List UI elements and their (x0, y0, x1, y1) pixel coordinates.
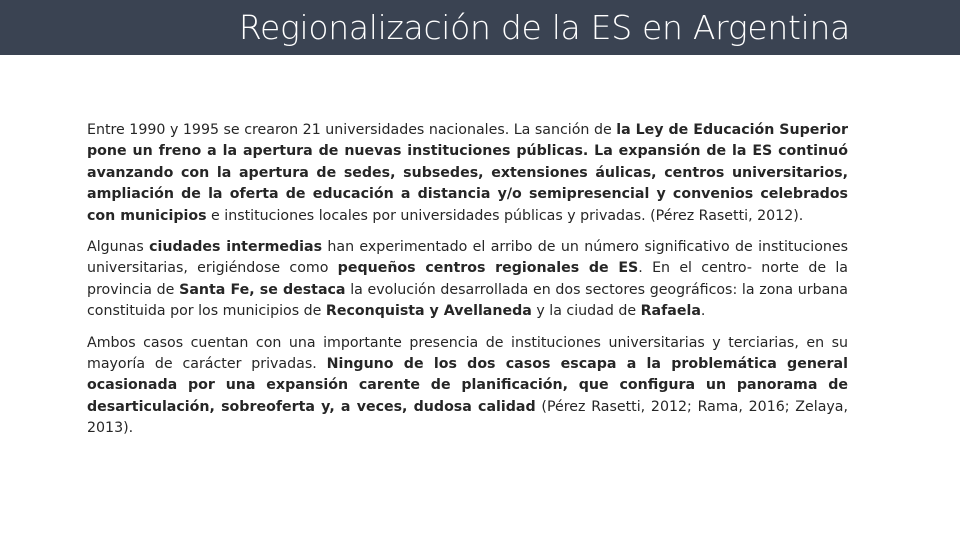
p1-bold-1: la Ley de Educación Superior pone un freno a la apertura de nuevas instituciones públicas. La expansión de la ES continuó avanzando con la apertura de sedes, subsedes, extensiones áulicas, centros universitarios, ampliación de la oferta de educación a distancia y/o semipresencial y convenios celebrados con municipios (87, 122, 848, 224)
slide-title: Regionalización de la ES en Argentina (238, 8, 850, 47)
p2-text-2: han experimentado el arribo de un número significativo de instituciones universitarias, erigiéndose como (87, 239, 849, 277)
p2-bold-1: ciudades intermedias (149, 239, 323, 256)
p2-text-3: . En el centro- norte de la provincia de (87, 260, 848, 298)
p2-bold-4: Reconquista y Avellaneda (325, 303, 532, 320)
slide-body (87, 120, 848, 450)
p2-text-1: Algunas (87, 239, 150, 256)
p2-bold-3: Santa Fe, se destaca (179, 281, 346, 298)
p2-text-5: y la ciudad de (531, 303, 641, 320)
p1-text-2: e instituciones locales por universidades públicas y privadas. (Pérez Rasetti, 2012). (206, 207, 804, 224)
p2-bold-5: Rafaela (640, 303, 701, 320)
paragraph-3 (87, 333, 848, 440)
p3-text-1: Ambos casos cuentan con una importante presencia de instituciones universitarias y terciarias, en su mayoría de carácter privadas. (87, 334, 848, 373)
p2-text-6: . (700, 303, 706, 320)
p3-text-2: (Pérez Rasetti, 2012; Rama, 2016; Zelaya, 2013). (87, 398, 848, 437)
p2-text-4: la evolución desarrollada en dos sectores geográficos: la zona urbana constituida por los municipios de (87, 281, 848, 320)
paragraph-2 (87, 237, 848, 323)
paragraph-1 (87, 120, 848, 227)
p2-bold-2: pequeños centros regionales de ES (337, 260, 639, 277)
p1-text-1: Entre 1990 y 1995 se crearon 21 universidades nacionales. La sanción de (87, 122, 617, 138)
p3-bold-1: Ninguno de los dos casos escapa a la problemática general ocasionada por una expansión carente de planificación, que configura un panorama de desarticulación, sobreoferta y, a veces, dudosa calidad (87, 356, 848, 415)
